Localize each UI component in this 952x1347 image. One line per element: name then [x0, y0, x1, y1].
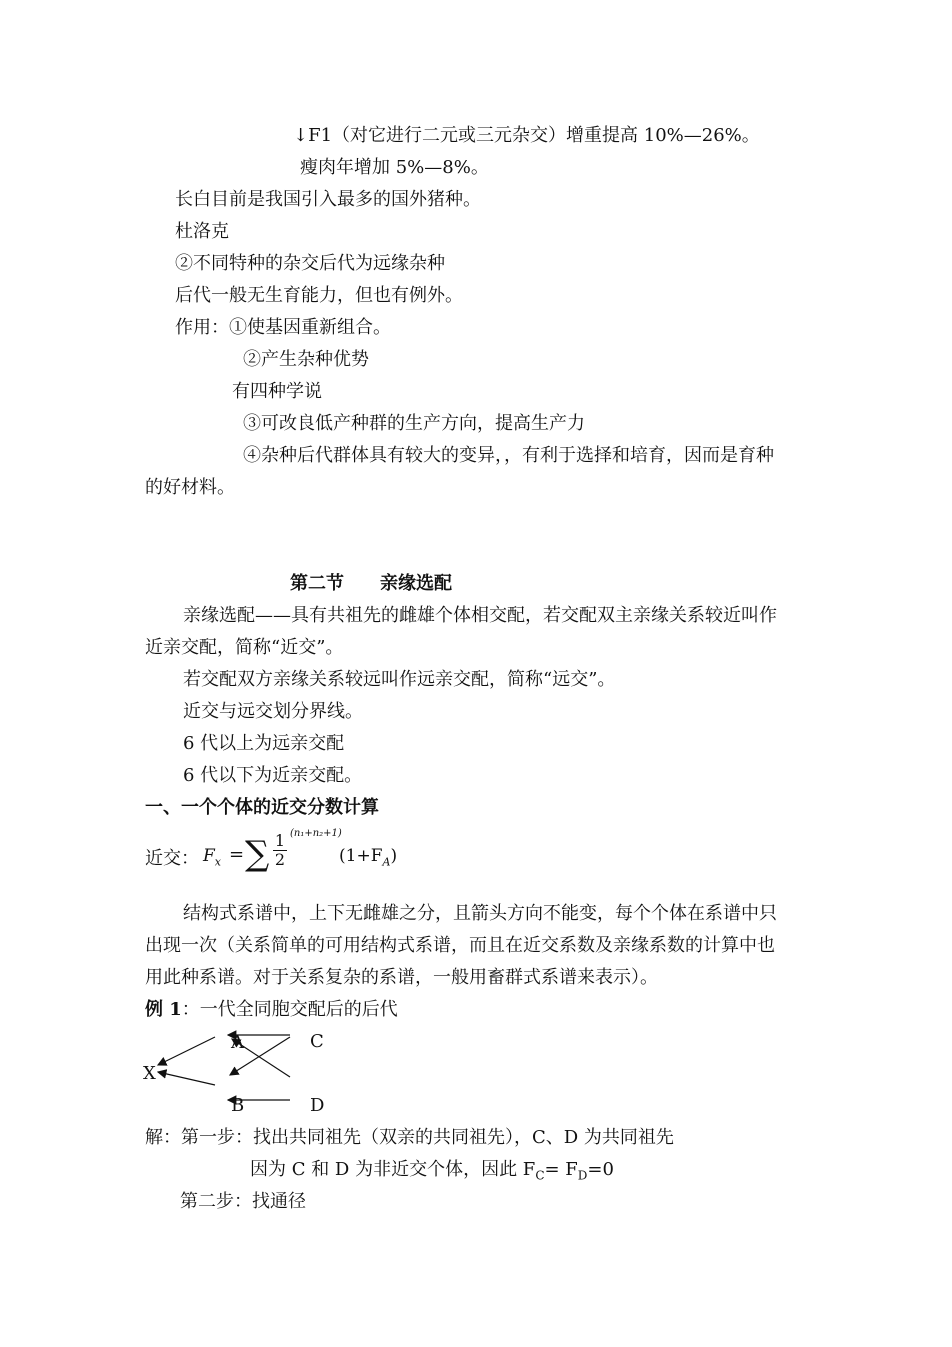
text-line: 有四种学说 [232, 381, 322, 402]
node-b: B [231, 1095, 245, 1116]
text-line: 作用：①使基因重新组合。 [175, 317, 391, 338]
text-line: 的好材料。 [145, 477, 235, 498]
paragraph-line: 出现一次（关系简单的可用结构式系谱，而且在近交系数及亲缘系数的计算中也 [145, 935, 775, 956]
paragraph-line: 近亲交配，简称“近交”。 [145, 637, 344, 658]
solution-step-1: 解：第一步：找出共同祖先（双亲的共同祖先），C、D 为共同祖先 [145, 1127, 674, 1148]
text-line: ↓F1（对它进行二元或三元杂交）增重提高 10%—26%。 [293, 125, 760, 146]
example-label: 例 1 [145, 999, 182, 1020]
pedigree-arrows [140, 1025, 360, 1125]
text-line: 后代一般无生育能力，但也有例外。 [175, 285, 463, 306]
solution-reason: 因为 C 和 D 为非近交个体，因此 $F_C= F_D=0$ [250, 1159, 614, 1183]
arrow-a-to-x [158, 1037, 215, 1065]
text-line: 瘦肉年增加 5%—8%。 [300, 157, 489, 178]
inbreeding-formula [145, 828, 545, 880]
node-d: D [310, 1095, 325, 1116]
text-line: ②不同特种的杂交后代为远缘杂种 [175, 253, 445, 274]
example-line [145, 998, 398, 1022]
solution-step-2: 第二步：找通径 [180, 1191, 306, 1212]
paragraph-line: 结构式系谱中，上下无雌雄之分，且箭头方向不能变，每个个体在系谱中只 [183, 903, 777, 924]
paragraph-line: 用此种系谱。对于关系复杂的系谱，一般用畜群式系谱来表示）。 [145, 967, 658, 988]
paragraph-line: 6 代以下为近亲交配。 [183, 765, 363, 786]
formula-equals: = [229, 844, 245, 865]
example-text: ：一代全同胞交配后的后代 [181, 999, 398, 1020]
formula-fraction: 1 2 [274, 831, 286, 869]
paragraph-line: 6 代以上为远亲交配 [183, 733, 345, 754]
text-line: ④杂种后代群体具有较大的变异，，有利于选择和培育，因而是育种 [243, 445, 774, 466]
paragraph-line: 若交配双方亲缘关系较远叫作远亲交配，简称“远交”。 [183, 669, 616, 690]
text-line: ③可改良低产种群的生产方向，提高生产力 [243, 413, 585, 434]
text-line: ②产生杂种优势 [243, 349, 369, 370]
sigma-symbol: ∑ [245, 834, 270, 874]
node-c: C [310, 1031, 324, 1052]
node-a: A [231, 1032, 244, 1053]
pedigree-diagram [140, 1025, 360, 1125]
formula-exponent: (n₁+n₂+1) [290, 828, 342, 839]
text-line: 长白目前是我国引入最多的国外猪种。 [175, 189, 481, 210]
formula-label: 近交： [145, 848, 199, 869]
paragraph-line: 近交与远交划分界线。 [183, 701, 363, 722]
paragraph-line: 亲缘选配——具有共祖先的雌雄个体相交配，若交配双主亲缘关系较近叫作 [183, 605, 777, 626]
node-x: X [143, 1063, 156, 1084]
section-title: 第二节 亲缘选配 [290, 573, 452, 594]
subheading: 一、一个个体的近交分数计算 [145, 797, 379, 818]
formula-lhs: $F_x$ [203, 846, 222, 869]
formula-tail: $(1+F_A)$ [339, 846, 398, 869]
text-line: 杜洛克 [175, 221, 229, 242]
arrow-b-to-x [158, 1072, 215, 1085]
